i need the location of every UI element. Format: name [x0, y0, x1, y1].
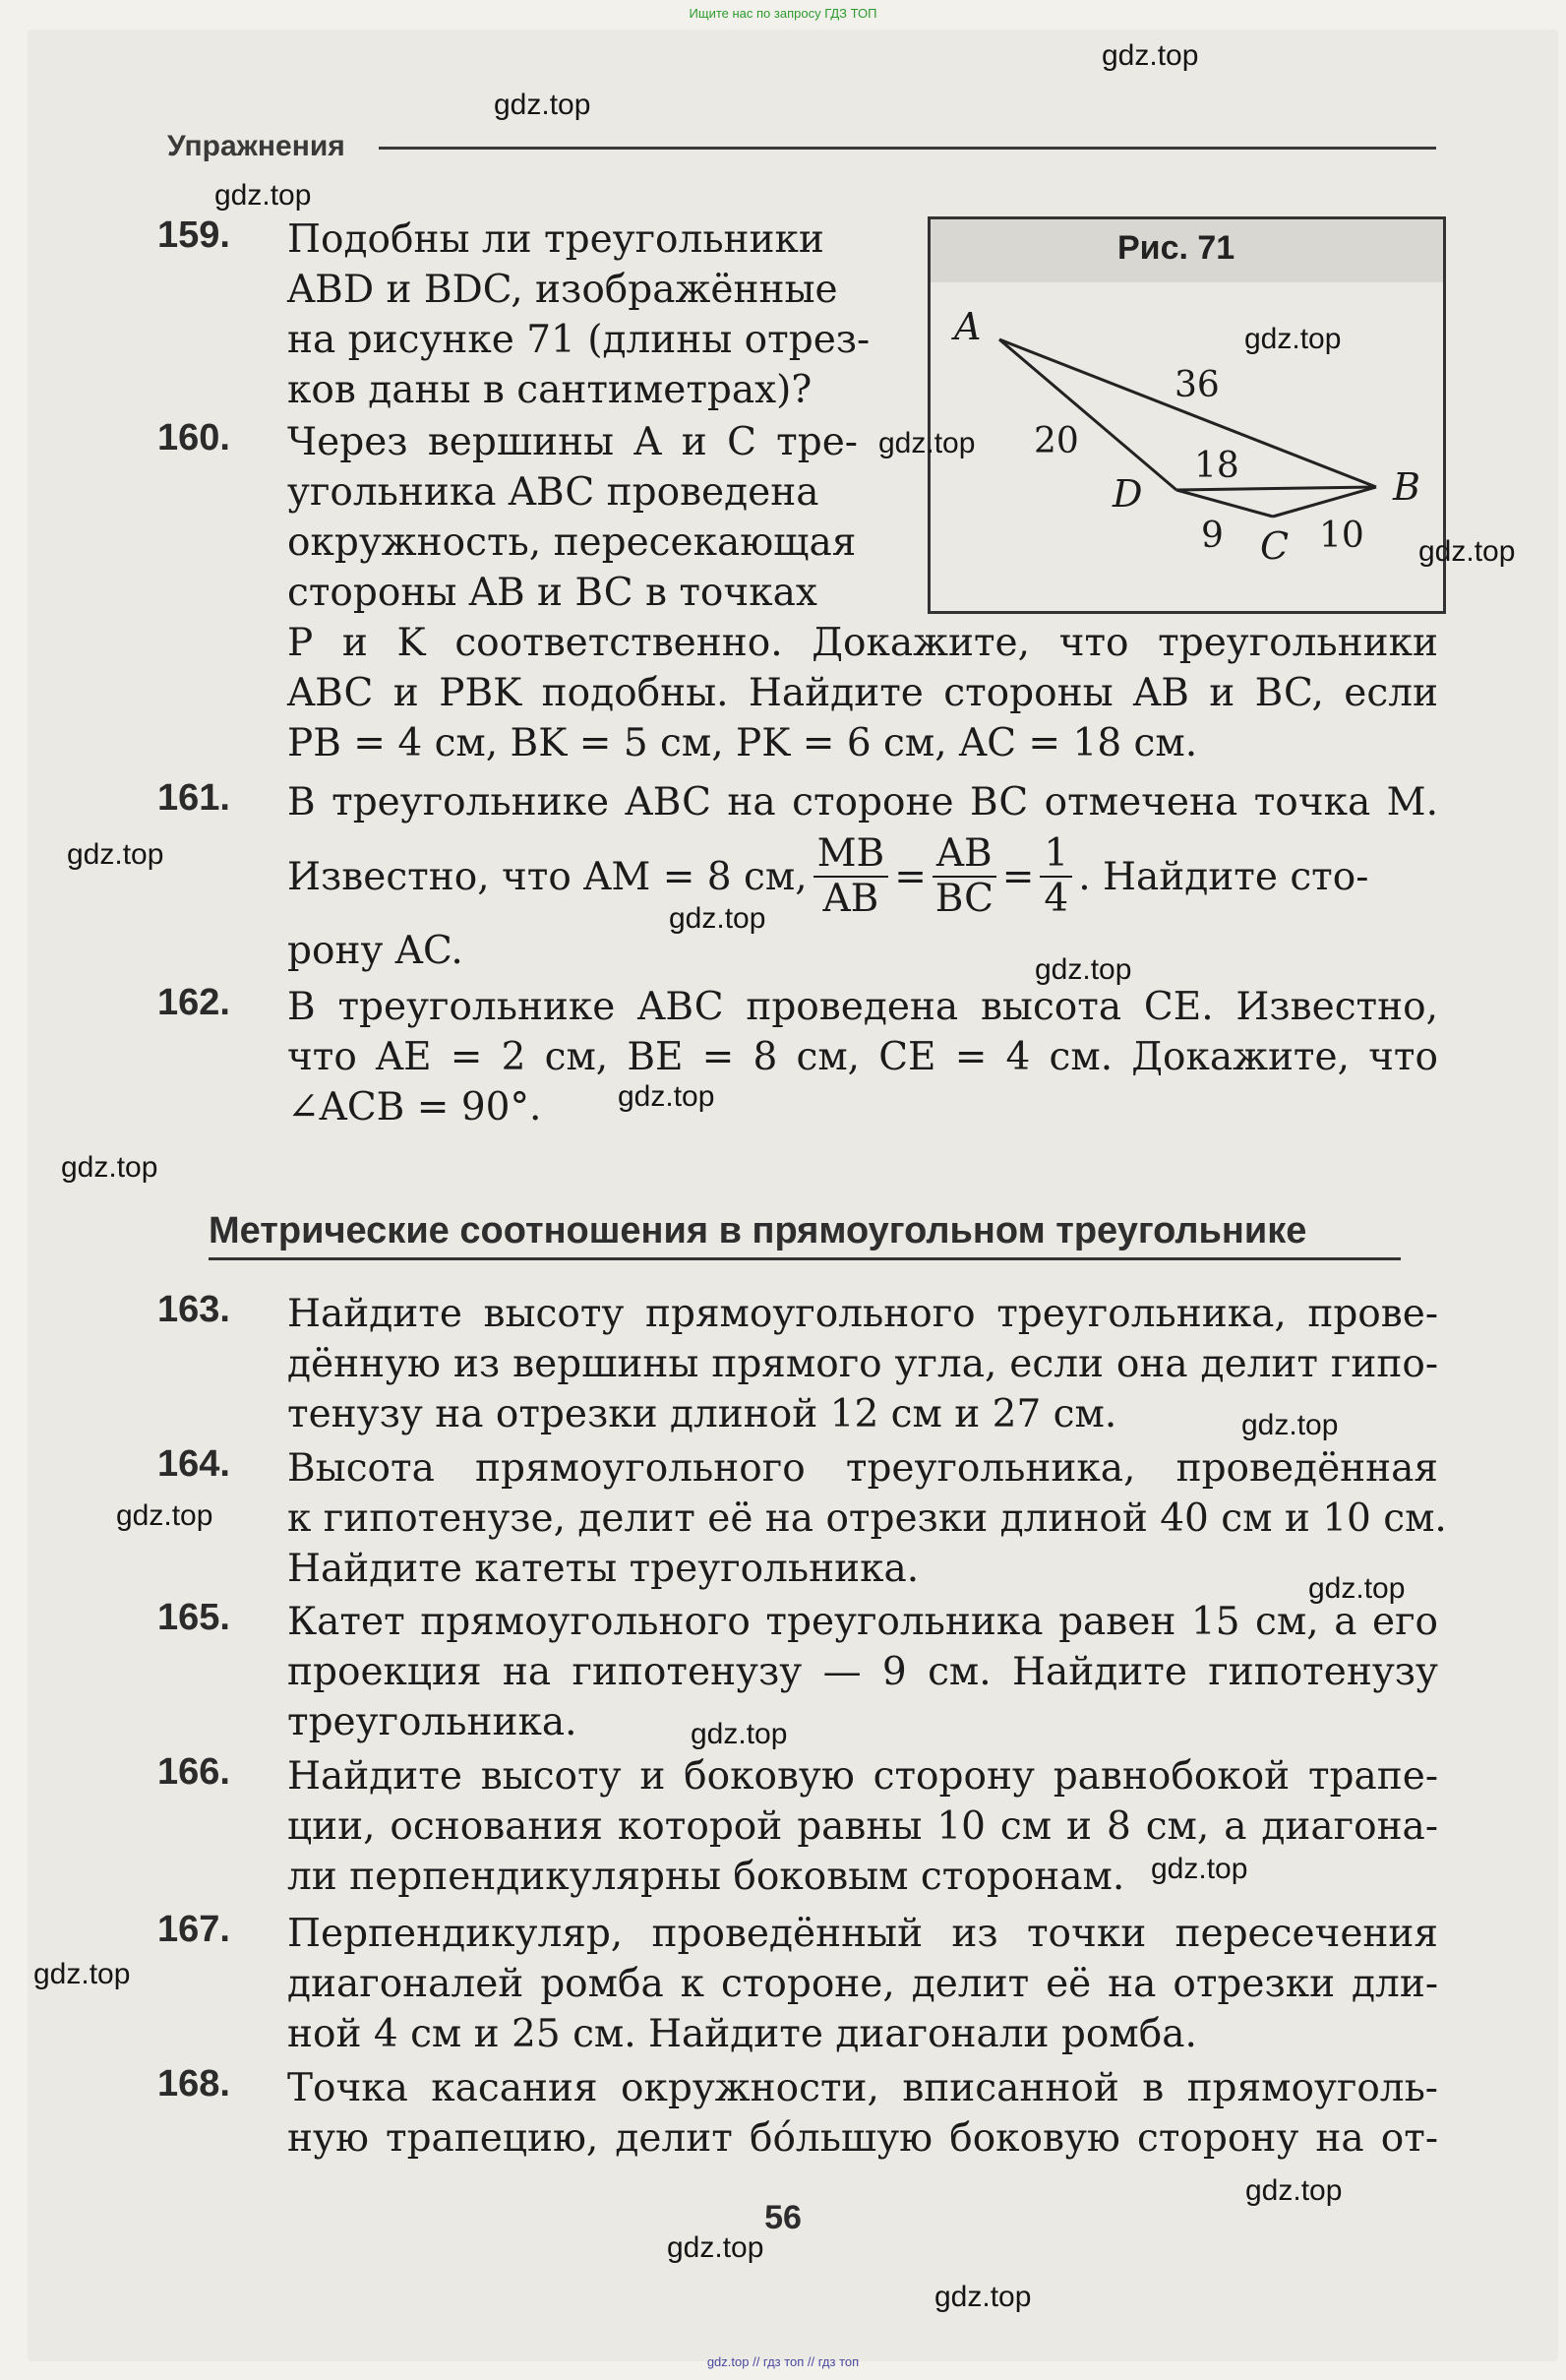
text-line: Катет прямоугольного треугольника равен 15 см, а его: [287, 1600, 1438, 1644]
text-line: тенузу на отрезки длиной 12 см и 27 см.: [287, 1392, 1117, 1436]
problem-number: 161.: [157, 777, 230, 819]
text-line: Подобны ли треугольники: [287, 217, 824, 262]
length-cb-label: 10: [1319, 516, 1364, 556]
text-line: PB = 4 см, BK = 5 см, PK = 6 см, AC = 18 см.: [287, 721, 1198, 765]
watermark: gdz.top: [669, 902, 766, 935]
fraction-one-quarter: $\frac{1}{4}$: [1040, 832, 1072, 921]
text-line: ную трапецию, делит бóльшую боковую сторону на от-: [287, 2116, 1438, 2161]
text-line: Перпендикуляр, проведённый из точки пересечения: [287, 1912, 1438, 1956]
watermark: gdz.top: [1308, 1572, 1406, 1605]
text-line: проекция на гипотенузу — 9 см. Найдите гипотенузу: [287, 1650, 1438, 1694]
text-line: ABC и PBK подобны. Найдите стороны AB и BC, если: [287, 671, 1438, 715]
text-line: Найдите высоту прямоугольного треугольника, прове-: [287, 1292, 1438, 1336]
problem-text: [287, 1443, 1447, 1594]
problem-number: 165.: [157, 1597, 230, 1638]
watermark: gdz.top: [1418, 535, 1516, 568]
problem-number: 166.: [157, 1751, 230, 1793]
fraction-ab-bc: $\frac{AB}{BC}$: [933, 832, 996, 921]
text-line: Через вершины A и C тре-: [287, 420, 858, 464]
text-line: на рисунке 71 (длины отрез-: [287, 318, 871, 362]
watermark: gdz.top: [1244, 323, 1342, 355]
problem-text: [287, 777, 1438, 976]
problem-text: [287, 2063, 1438, 2164]
text-line: угольника ABC проведена: [287, 470, 819, 515]
problem-number: 159.: [157, 214, 230, 256]
watermark: gdz.top: [116, 1499, 213, 1532]
watermark: gdz.top: [61, 1151, 158, 1184]
problem-text: [287, 417, 1438, 768]
text-line: окружность, пересекающая: [287, 520, 857, 565]
problem-number: 164.: [157, 1443, 230, 1485]
text-line: В треугольнике ABC проведена высота CE. Известно,: [287, 985, 1438, 1029]
watermark: gdz.top: [934, 2281, 1032, 2313]
length-ad-label: 20: [1034, 421, 1079, 461]
watermark: gdz.top: [1241, 1409, 1339, 1441]
bottom-note: gdz.top // гдз топ // гдз топ: [706, 2354, 860, 2369]
point-d-label: D: [1113, 472, 1143, 516]
problem-text: [287, 214, 995, 415]
point-b-label: B: [1393, 465, 1420, 509]
text-line: что AE = 2 см, BE = 8 см, CE = 4 см. Докажите, что: [287, 1035, 1438, 1079]
problem-number: 162.: [157, 982, 230, 1023]
watermark: gdz.top: [1102, 39, 1199, 72]
problem-text: [287, 1751, 1438, 1902]
text-line: P и K соответственно. Докажите, что треугольники: [287, 621, 1438, 665]
section-divider: [379, 147, 1436, 150]
text-line: Найдите катеты треугольника.: [287, 1547, 920, 1591]
text-fragment: . Найдите сто-: [1078, 854, 1369, 899]
watermark: gdz.top: [618, 1080, 715, 1113]
text-line: диагоналей ромба к стороне, делит её на отрезки дли-: [287, 1962, 1438, 2006]
problem-text: [287, 982, 1438, 1132]
problem-text: [287, 1597, 1438, 1747]
text-line: Найдите высоту и боковую сторону равнобокой трапе-: [287, 1754, 1438, 1799]
text-line: к гипотенузе, делит её на отрезки длиной 40 см и 10 см.: [287, 1496, 1447, 1541]
text-line: треугольника.: [287, 1700, 577, 1744]
text-line: ной 4 см и 25 см. Найдите диагонали ромба.: [287, 2012, 1197, 2056]
length-ab-label: 36: [1174, 365, 1220, 405]
text-line: Точка касания окружности, вписанной в прямоуголь-: [287, 2066, 1438, 2110]
figure-title: Рис. 71: [1117, 229, 1235, 267]
text-line: Высота прямоугольного треугольника, проведённая: [287, 1446, 1438, 1491]
point-a-label: A: [954, 305, 982, 348]
top-note: Ищите нас по запросу ГДЗ ТОП: [689, 6, 877, 21]
problem-number: 160.: [157, 417, 230, 458]
watermark: gdz.top: [214, 179, 312, 212]
problem-number: 167.: [157, 1909, 230, 1950]
watermark: gdz.top: [1035, 953, 1132, 986]
text-line: стороны AB и BC в точках: [287, 571, 817, 615]
length-db-label: 18: [1194, 446, 1239, 486]
text-line: рону AC.: [287, 929, 463, 973]
section-header: Упражнения: [167, 130, 345, 162]
length-dc-label: 9: [1201, 516, 1224, 556]
subsection-title: Метрические соотношения в прямоугольном треугольнике: [209, 1210, 1307, 1251]
fraction-mb-ab: $\frac{MB}{AB}$: [813, 832, 889, 921]
equals-sign: =: [894, 854, 927, 899]
watermark: gdz.top: [691, 1718, 788, 1750]
text-line: ABD и BDC, изображённые: [287, 268, 838, 312]
problem-text: [287, 1909, 1438, 2059]
watermark: gdz.top: [67, 838, 164, 871]
watermark: gdz.top: [878, 427, 976, 459]
equals-sign: =: [1001, 854, 1035, 899]
watermark: gdz.top: [494, 89, 591, 121]
text-line-with-fractions: [287, 827, 1438, 926]
watermark: gdz.top: [33, 1958, 131, 1990]
point-c-label: C: [1260, 524, 1290, 568]
text-line: ции, основания которой равны 10 см и 8 см, а диагона-: [287, 1804, 1438, 1849]
text-fragment: Известно, что AM = 8 см,: [287, 854, 808, 899]
problem-number: 163.: [157, 1289, 230, 1330]
text-line: ∠ACB = 90°.: [287, 1085, 542, 1129]
text-line: ков даны в сантиметрах)?: [287, 368, 813, 412]
text-line: В треугольнике ABC на стороне BC отмечена точка M.: [287, 780, 1438, 824]
watermark: gdz.top: [1245, 2174, 1343, 2207]
watermark: gdz.top: [1151, 1853, 1248, 1885]
text-line: ли перпендикулярны боковым сторонам.: [287, 1855, 1125, 1899]
subsection-underline: [209, 1257, 1401, 1260]
text-line: дённую из вершины прямого угла, если она делит гипо-: [287, 1342, 1438, 1386]
watermark: gdz.top: [667, 2231, 764, 2264]
problem-number: 168.: [157, 2063, 230, 2105]
page-number: 56: [764, 2199, 802, 2236]
